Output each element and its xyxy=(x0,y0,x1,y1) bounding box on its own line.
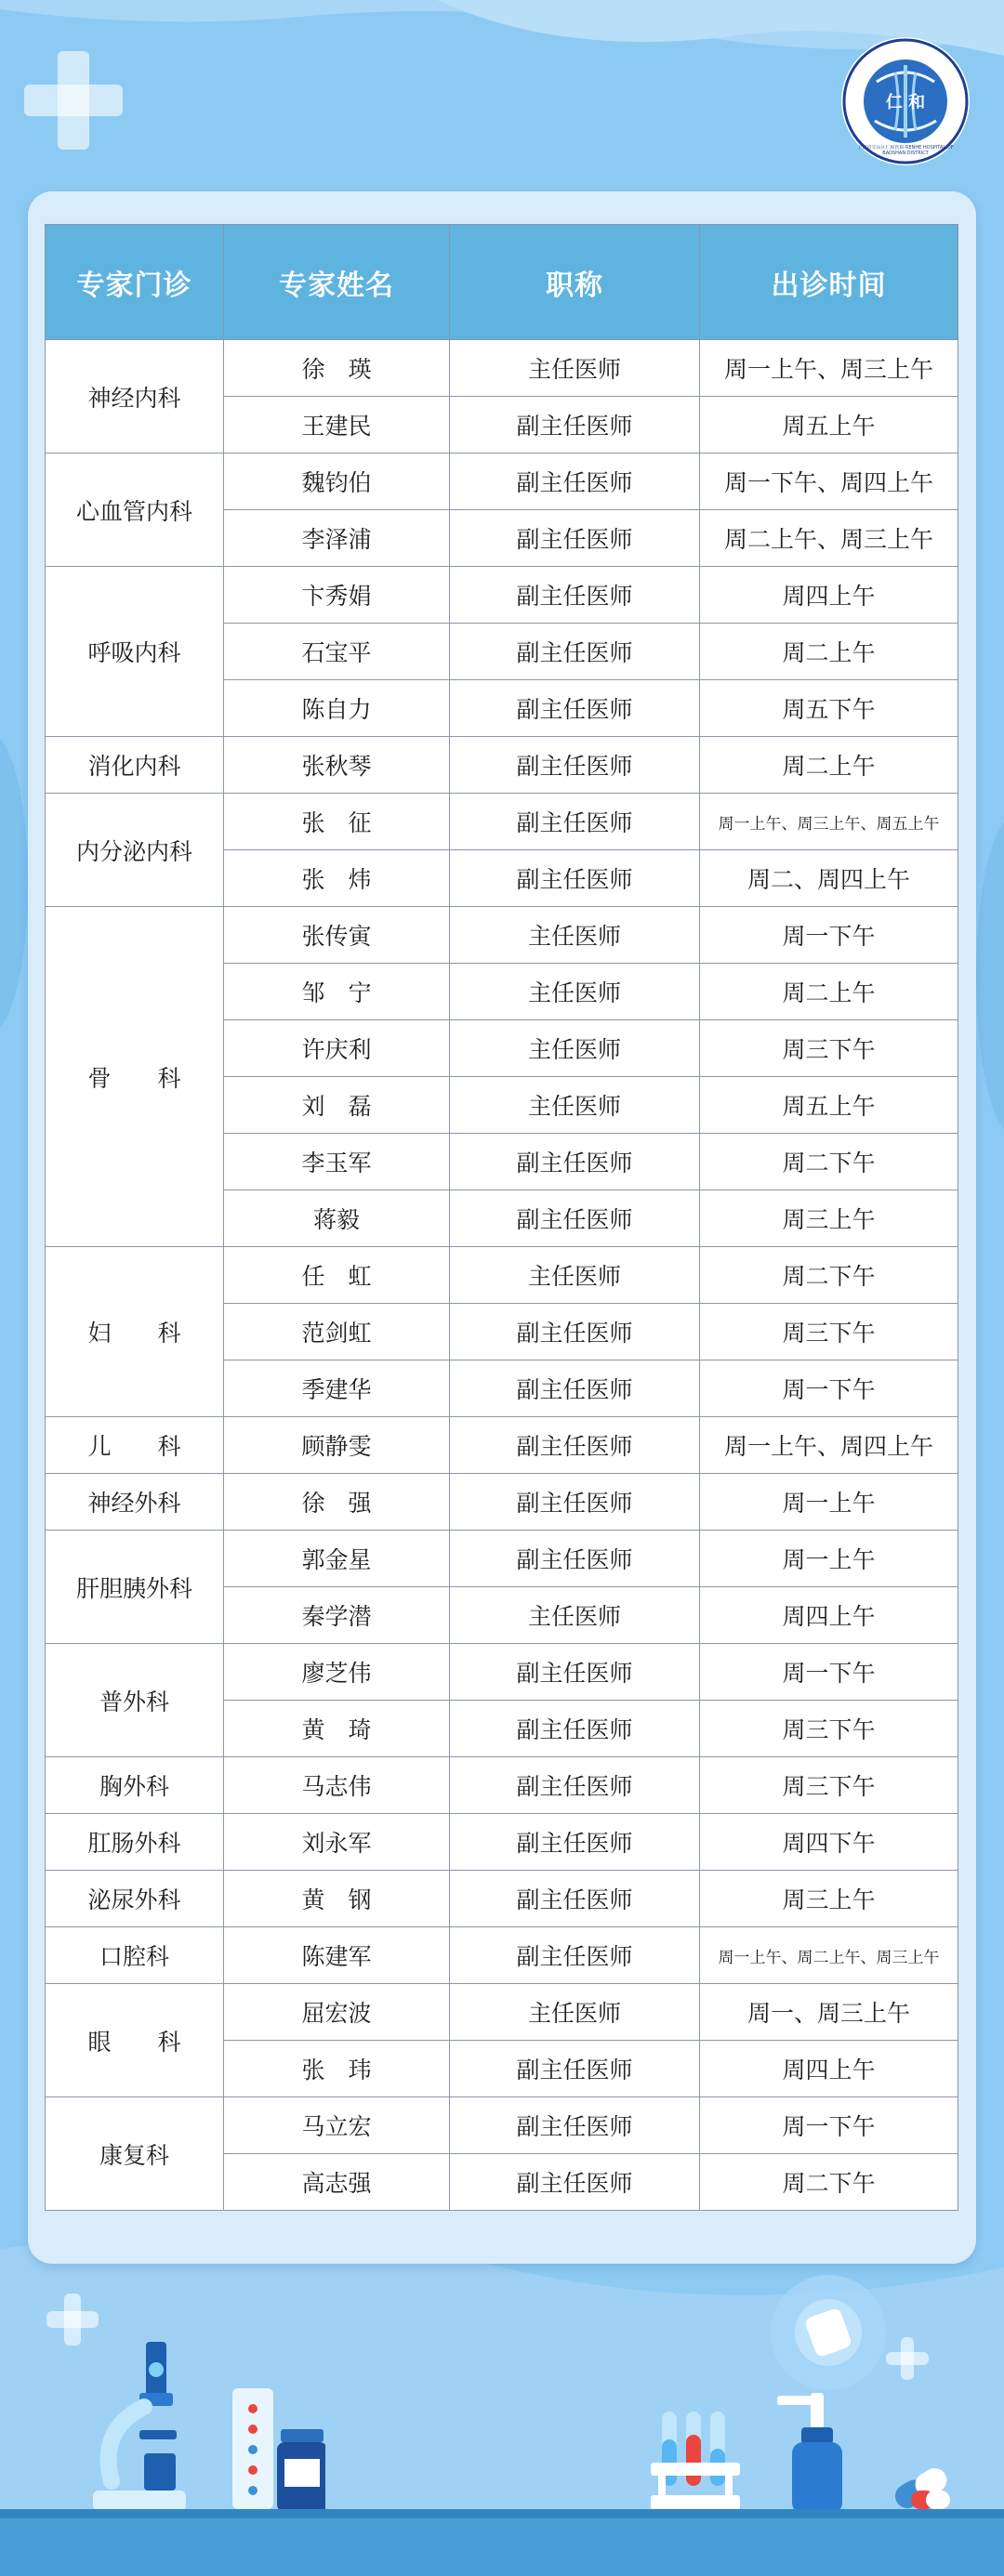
doctor-name-cell: 廖芝伟 xyxy=(224,1644,450,1701)
doctor-title-cell: 副主任医师 xyxy=(450,1814,700,1871)
clinic-time-cell: 周二上午、周三上午 xyxy=(700,510,958,567)
clinic-time-cell: 周三下午 xyxy=(700,1757,958,1814)
doctor-name-cell: 魏钧伯 xyxy=(224,453,450,510)
doctor-title-cell: 副主任医师 xyxy=(450,1927,700,1984)
clinic-time-cell: 周二上午 xyxy=(700,964,958,1020)
doctor-name-cell: 李泽浦 xyxy=(224,510,450,567)
clinic-time-cell: 周三上午 xyxy=(700,1190,958,1247)
doctor-name-cell: 徐 强 xyxy=(224,1474,450,1531)
floor-edge xyxy=(0,2509,1004,2518)
doctor-title-cell: 副主任医师 xyxy=(450,1531,700,1587)
header-doctor-name: 专家姓名 xyxy=(224,225,450,340)
clinic-time-cell: 周一上午、周三上午 xyxy=(700,340,958,397)
doctor-title-cell: 副主任医师 xyxy=(450,2097,700,2154)
department-cell: 心血管内科 xyxy=(46,453,224,567)
department-cell: 消化内科 xyxy=(46,737,224,794)
doctor-title-cell: 副主任医师 xyxy=(450,1757,700,1814)
department-cell: 眼 科 xyxy=(46,1984,224,2097)
hospital-logo xyxy=(839,35,971,167)
table-row xyxy=(46,1927,958,1984)
doctor-title-cell: 副主任医师 xyxy=(450,567,700,624)
header-department: 专家门诊 xyxy=(46,225,224,340)
department-cell: 呼吸内科 xyxy=(46,567,224,737)
clinic-time-cell: 周四上午 xyxy=(700,2041,958,2097)
doctor-name-cell: 高志强 xyxy=(224,2154,450,2211)
doctor-name-cell: 屈宏波 xyxy=(224,1984,450,2041)
clinic-time-cell: 周五上午 xyxy=(700,1077,958,1134)
clinic-time-cell: 周三下午 xyxy=(700,1304,958,1360)
header-title: 职称 xyxy=(450,225,700,340)
clinic-time-cell: 周二下午 xyxy=(700,1134,958,1190)
doctor-title-cell: 主任医师 xyxy=(450,907,700,964)
department-cell: 肝胆胰外科 xyxy=(46,1531,224,1644)
doctor-name-cell: 黄 琦 xyxy=(224,1701,450,1757)
microscope-icon xyxy=(88,2342,191,2514)
doctor-title-cell: 副主任医师 xyxy=(450,1701,700,1757)
table-row xyxy=(46,1814,958,1871)
clinic-time-cell: 周一下午 xyxy=(700,907,958,964)
spray-bottle-icon xyxy=(768,2267,889,2514)
table-row xyxy=(46,567,958,624)
doctor-title-cell: 主任医师 xyxy=(450,1077,700,1134)
clinic-time-cell: 周一上午 xyxy=(700,1474,958,1531)
clinic-time-cell: 周一、周三上午 xyxy=(700,1984,958,2041)
doctor-name-cell: 卞秀娟 xyxy=(224,567,450,624)
doctor-title-cell: 副主任医师 xyxy=(450,850,700,907)
doctor-name-cell: 徐 瑛 xyxy=(224,340,450,397)
doctor-title-cell: 副主任医师 xyxy=(450,1644,700,1701)
doctor-name-cell: 许庆利 xyxy=(224,1020,450,1077)
doctor-title-cell: 主任医师 xyxy=(450,1247,700,1304)
doctor-title-cell: 副主任医师 xyxy=(450,1474,700,1531)
department-cell: 肛肠外科 xyxy=(46,1814,224,1871)
department-cell: 胸外科 xyxy=(46,1757,224,1814)
doctor-title-cell: 主任医师 xyxy=(450,1020,700,1077)
department-cell: 口腔科 xyxy=(46,1927,224,1984)
department-cell: 康复科 xyxy=(46,2097,224,2211)
doctor-name-cell: 郭金星 xyxy=(224,1531,450,1587)
doctor-name-cell: 石宝平 xyxy=(224,624,450,680)
doctor-title-cell: 主任医师 xyxy=(450,1984,700,2041)
table-row xyxy=(46,2097,958,2154)
clinic-time-cell: 周一上午、周四上午 xyxy=(700,1417,958,1474)
doctor-name-cell: 马立宏 xyxy=(224,2097,450,2154)
doctor-name-cell: 张 炜 xyxy=(224,850,450,907)
doctor-title-cell: 副主任医师 xyxy=(450,1304,700,1360)
doctor-name-cell: 陈自力 xyxy=(224,680,450,737)
plus-decoration-icon xyxy=(24,51,123,150)
doctor-name-cell: 季建华 xyxy=(224,1360,450,1417)
doctor-name-cell: 顾静雯 xyxy=(224,1417,450,1474)
table-header-row xyxy=(46,225,958,340)
doctor-title-cell: 副主任医师 xyxy=(450,1190,700,1247)
department-cell: 内分泌内科 xyxy=(46,794,224,907)
doctor-title-cell: 副主任医师 xyxy=(450,680,700,737)
doctor-name-cell: 陈建军 xyxy=(224,1927,450,1984)
clinic-time-cell: 周三下午 xyxy=(700,1701,958,1757)
table-body xyxy=(46,340,958,2211)
table-row xyxy=(46,1474,958,1531)
department-cell: 普外科 xyxy=(46,1644,224,1757)
doctor-name-cell: 张秋琴 xyxy=(224,737,450,794)
table-row xyxy=(46,340,958,397)
doctor-title-cell: 副主任医师 xyxy=(450,1871,700,1927)
doctor-name-cell: 蒋毅 xyxy=(224,1190,450,1247)
doctor-name-cell: 范剑虹 xyxy=(224,1304,450,1360)
department-cell: 儿 科 xyxy=(46,1417,224,1474)
doctor-title-cell: 副主任医师 xyxy=(450,737,700,794)
doctor-title-cell: 副主任医师 xyxy=(450,2154,700,2211)
clinic-time-cell: 周四上午 xyxy=(700,567,958,624)
clinic-time-cell: 周五下午 xyxy=(700,680,958,737)
clinic-time-cell: 周四下午 xyxy=(700,1814,958,1871)
clinic-time-cell: 周三下午 xyxy=(700,1020,958,1077)
table-row xyxy=(46,907,958,964)
doctor-title-cell: 副主任医师 xyxy=(450,1417,700,1474)
doctor-name-cell: 李玉军 xyxy=(224,1134,450,1190)
doctor-name-cell: 张 征 xyxy=(224,794,450,850)
clinic-time-cell: 周二下午 xyxy=(700,2154,958,2211)
table-row xyxy=(46,1644,958,1701)
plus-decoration-icon xyxy=(886,2337,929,2380)
doctor-title-cell: 副主任医师 xyxy=(450,794,700,850)
clinic-time-cell: 周二上午 xyxy=(700,737,958,794)
table-row xyxy=(46,1757,958,1814)
doctor-name-cell: 黄 钢 xyxy=(224,1871,450,1927)
clinic-time-cell: 周一下午 xyxy=(700,1644,958,1701)
clinic-time-cell: 周一上午 xyxy=(700,1531,958,1587)
doctor-name-cell: 刘永军 xyxy=(224,1814,450,1871)
clinic-time-cell: 周四上午 xyxy=(700,1587,958,1644)
clinic-time-cell: 周五上午 xyxy=(700,397,958,453)
doctor-title-cell: 副主任医师 xyxy=(450,453,700,510)
clinic-time-cell: 周二、周四上午 xyxy=(700,850,958,907)
doctor-name-cell: 邹 宁 xyxy=(224,964,450,1020)
clinic-time-cell: 周二下午 xyxy=(700,1247,958,1304)
doctor-title-cell: 副主任医师 xyxy=(450,2041,700,2097)
table-row xyxy=(46,737,958,794)
doctor-title-cell: 副主任医师 xyxy=(450,510,700,567)
doctor-title-cell: 副主任医师 xyxy=(450,1360,700,1417)
clinic-time-cell: 周一下午 xyxy=(700,1360,958,1417)
table-row xyxy=(46,1247,958,1304)
test-tube-rack-icon xyxy=(651,2412,753,2514)
table-row xyxy=(46,1871,958,1927)
logo-ring-text: 上海市宝山区仁和医院 RENHE HOSPITAL OF BAOSHAN DISTRICT xyxy=(857,145,954,156)
clinic-time-cell: 周一上午、周二上午、周三上午 xyxy=(700,1927,958,1984)
table-row xyxy=(46,794,958,850)
doctor-name-cell: 秦学潜 xyxy=(224,1587,450,1644)
clinic-time-cell: 周三上午 xyxy=(700,1871,958,1927)
department-cell: 泌尿外科 xyxy=(46,1871,224,1927)
department-cell: 妇 科 xyxy=(46,1247,224,1417)
header-clinic-time: 出诊时间 xyxy=(700,225,958,340)
floor-strip xyxy=(0,2509,1004,2576)
clinic-time-cell: 周二上午 xyxy=(700,624,958,680)
table-row xyxy=(46,1417,958,1474)
doctor-title-cell: 副主任医师 xyxy=(450,624,700,680)
clinic-time-cell: 周一上午、周三上午、周五上午 xyxy=(700,794,958,850)
doctor-title-cell: 主任医师 xyxy=(450,340,700,397)
plus-decoration-icon xyxy=(46,2293,99,2346)
pill-bottle-icon xyxy=(232,2388,325,2514)
doctor-name-cell: 王建民 xyxy=(224,397,450,453)
doctor-title-cell: 主任医师 xyxy=(450,1587,700,1644)
department-cell: 神经内科 xyxy=(46,340,224,453)
clinic-time-cell: 周一下午、周四上午 xyxy=(700,453,958,510)
table-row xyxy=(46,1984,958,2041)
logo-center-text: 仁 和 xyxy=(885,93,926,112)
doctor-name-cell: 任 虹 xyxy=(224,1247,450,1304)
department-cell: 骨 科 xyxy=(46,907,224,1247)
doctor-title-cell: 主任医师 xyxy=(450,964,700,1020)
doctor-title-cell: 副主任医师 xyxy=(450,1134,700,1190)
doctor-name-cell: 刘 磊 xyxy=(224,1077,450,1134)
doctor-name-cell: 张 玮 xyxy=(224,2041,450,2097)
clinic-time-cell: 周一下午 xyxy=(700,2097,958,2154)
doctor-name-cell: 马志伟 xyxy=(224,1757,450,1814)
table-row xyxy=(46,1531,958,1587)
table-row xyxy=(46,453,958,510)
expert-clinic-table xyxy=(45,224,958,2211)
doctor-title-cell: 副主任医师 xyxy=(450,397,700,453)
doctor-name-cell: 张传寅 xyxy=(224,907,450,964)
department-cell: 神经外科 xyxy=(46,1474,224,1531)
